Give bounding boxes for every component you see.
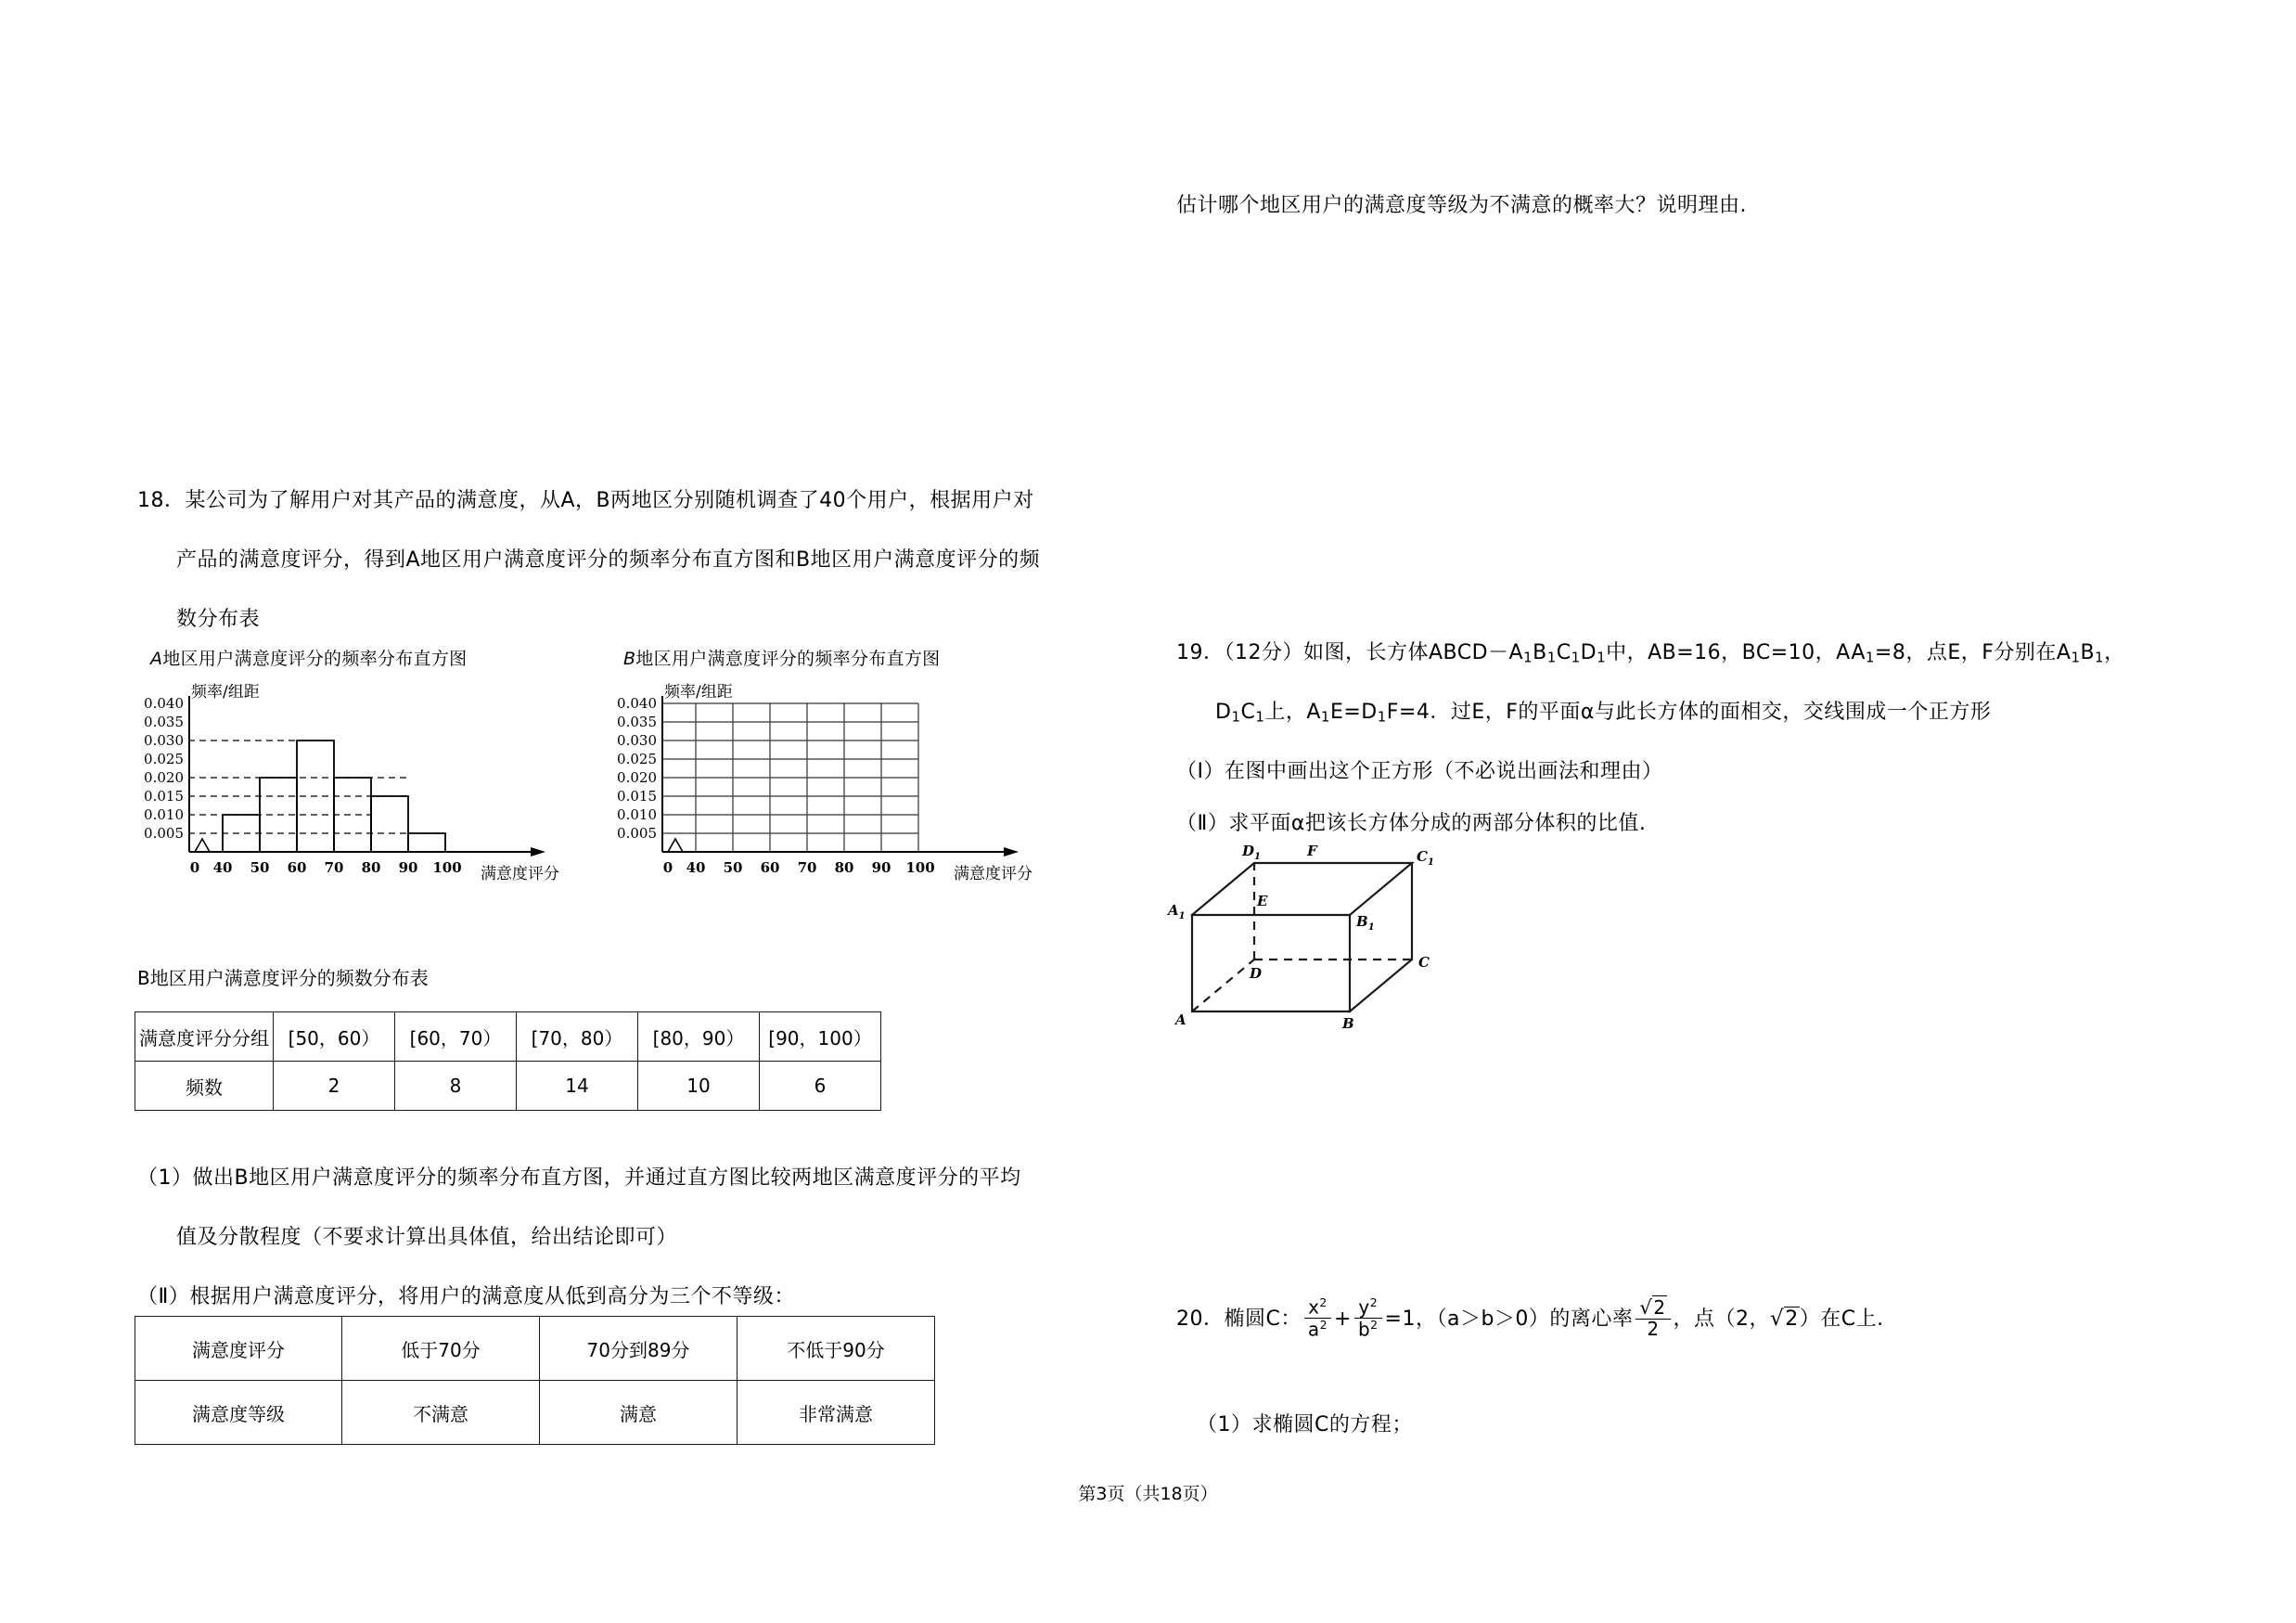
problem-19-line-2 <box>1215 683 1991 747</box>
problem-19-line-1 <box>1176 624 2125 688</box>
p19-l1-c: C <box>1556 641 1571 664</box>
p19-l2-a: D <box>1215 701 1232 724</box>
problem-19-item-I: （Ⅰ）在图中画出这个正方形（不必说出画法和理由） <box>1176 760 1663 783</box>
svg-text:50: 50 <box>250 859 270 876</box>
svg-text:40: 40 <box>686 859 706 876</box>
svg-text:0.040: 0.040 <box>617 696 657 712</box>
grade-level-cell: 满意 <box>540 1381 738 1445</box>
chart-a-title-text: 地区用户满意度评分的频率分布直方图 <box>162 649 468 669</box>
svg-text:0.040: 0.040 <box>144 696 184 712</box>
chart-b-title <box>623 645 940 670</box>
freq-row-header-counts: 频数 <box>135 1062 274 1111</box>
p19-l1-e: 中，AB=16，BC=10，AA <box>1606 641 1866 664</box>
grade-score-cell: 不低于90分 <box>738 1317 935 1381</box>
p19-l2-c: 上，A <box>1264 701 1321 724</box>
svg-text:0.015: 0.015 <box>144 788 184 805</box>
grade-row-header-level: 满意度等级 <box>135 1381 342 1445</box>
p20-eq: =1，（a＞b＞0）的离心率 <box>1384 1307 1634 1331</box>
problem-18-item-1-line-2: 值及分散程度（不要求计算出具体值，给出结论即可） <box>176 1226 678 1249</box>
chart-a-xlabel: 满意度评分 <box>481 865 559 883</box>
p19-sub-4: 1 <box>1597 649 1607 666</box>
table-row <box>135 1317 935 1381</box>
p20-ecc-num: 2 <box>1653 1296 1666 1320</box>
vertex-label-A: A <box>1175 1011 1186 1028</box>
p20-num-x: x <box>1308 1295 1320 1319</box>
svg-text:60: 60 <box>287 859 307 876</box>
freq-group-cell: [70，80） <box>517 1012 638 1062</box>
grade-level-cell: 非常满意 <box>738 1381 935 1445</box>
svg-text:0.025: 0.025 <box>617 751 657 767</box>
svg-text:0.035: 0.035 <box>144 714 184 730</box>
p20-prefix: 20．椭圆C： <box>1176 1307 1302 1331</box>
problem-18-item-2: （Ⅱ）根据用户满意度评分，将用户的满意度从低到高分为三个不等级： <box>137 1285 795 1308</box>
p19-l1-d: D <box>1580 641 1597 664</box>
freq-count-cell: 14 <box>517 1062 638 1111</box>
freq-group-cell: [60，70） <box>395 1012 517 1062</box>
p19-sub-10: 1 <box>1320 708 1330 726</box>
p19-l1-f: =8，点E，F分别在A <box>1874 641 2072 664</box>
problem-18-line-1: 18．某公司为了解用户对其产品的满意度，从A，B两地区分别随机调查了40个用户，根据用户对 <box>137 489 1034 512</box>
svg-text:90: 90 <box>398 859 418 876</box>
p20-ecc-den: 2 <box>1635 1319 1670 1340</box>
svg-text:0.005: 0.005 <box>144 825 184 842</box>
svg-text:0.020: 0.020 <box>617 769 657 786</box>
svg-text:40: 40 <box>212 859 233 876</box>
freq-count-cell: 6 <box>760 1062 881 1111</box>
grade-row-header-score: 满意度评分 <box>135 1317 342 1381</box>
p19-sub-1: 1 <box>1523 649 1533 666</box>
svg-text:0.005: 0.005 <box>617 825 657 842</box>
p19-l1-b: B <box>1533 641 1547 664</box>
p19-sub-2: 1 <box>1546 649 1557 666</box>
chart-a-title <box>150 645 467 670</box>
svg-text:80: 80 <box>834 859 854 876</box>
svg-text:0.020: 0.020 <box>144 769 184 786</box>
grade-score-cell: 低于70分 <box>342 1317 540 1381</box>
sqrt-two-point: √2 <box>1770 1306 1799 1331</box>
chart-b-title-prefix: B <box>623 649 636 669</box>
page-footer: 第3页（共18页） <box>1078 1484 1218 1504</box>
vertex-label-B: B <box>1342 1015 1354 1032</box>
freq-group-cell: [80，90） <box>638 1012 760 1062</box>
svg-text:0.030: 0.030 <box>617 732 657 749</box>
p19-l1-h: ， <box>2104 641 2125 664</box>
top-question-fragment: 估计哪个地区用户的满意度等级为不满意的概率大？说明理由. <box>1176 194 1747 217</box>
vertex-label-B1: $B_1$ <box>1356 913 1375 933</box>
svg-text:100: 100 <box>905 859 935 876</box>
freq-group-cell: [90，100） <box>760 1012 881 1062</box>
p20-num-y: y <box>1358 1295 1370 1319</box>
svg-text:100: 100 <box>432 859 462 876</box>
problem-18-line-2: 产品的满意度评分，得到A地区用户满意度评分的频率分布直方图和B地区用户满意度评分的频 <box>176 548 1041 572</box>
freq-group-cell: [50，60） <box>274 1012 395 1062</box>
freq-count-cell: 10 <box>638 1062 760 1111</box>
p19-sub-11: 1 <box>1377 708 1387 726</box>
p19-sub-5: 1 <box>1865 649 1875 666</box>
svg-text:0.015: 0.015 <box>617 788 657 805</box>
chart-b-canvas[interactable] <box>603 696 1048 877</box>
vertex-label-D1: $D_1$ <box>1242 843 1261 862</box>
p19-l2-e: F=4．过E，F的平面α与此长方体的面相交，交线围成一个正方形 <box>1386 701 1992 724</box>
fraction-y-over-b: $\frac{y^2}{b^2}$ <box>1354 1296 1382 1341</box>
p19-sub-9: 1 <box>1255 708 1265 726</box>
grade-score-cell: 70分到89分 <box>540 1317 738 1381</box>
svg-text:60: 60 <box>760 859 780 876</box>
freq-table-caption: B地区用户满意度评分的频数分布表 <box>137 967 429 989</box>
satisfaction-grade-table <box>135 1316 935 1445</box>
vertex-label-D: D <box>1250 965 1263 982</box>
svg-text:50: 50 <box>723 859 743 876</box>
freq-count-cell: 8 <box>395 1062 517 1111</box>
chart-b-ylabel: 频率/组距 <box>664 683 733 702</box>
p19-sub-7: 1 <box>2095 649 2105 666</box>
p20-point-post: ）在C上. <box>1799 1307 1884 1331</box>
svg-text:70: 70 <box>324 859 344 876</box>
vertex-label-A1: $A_1$ <box>1168 902 1186 921</box>
svg-text:0.010: 0.010 <box>617 806 657 823</box>
svg-text:0.010: 0.010 <box>144 806 184 823</box>
p19-sub-8: 1 <box>1231 708 1241 726</box>
svg-text:70: 70 <box>797 859 817 876</box>
chart-a-ylabel: 频率/组距 <box>191 683 260 702</box>
problem-20-item-1: （1）求椭圆C的方程； <box>1197 1413 1413 1436</box>
problem-18-item-1-line-1: （1）做出B地区用户满意度评分的频率分布直方图，并通过直方图比较两地区满意度评分的平均 <box>137 1166 1021 1190</box>
chart-b-xlabel: 满意度评分 <box>954 865 1033 883</box>
svg-text:0: 0 <box>189 859 200 876</box>
chart-a-canvas <box>130 696 575 877</box>
problem-20-statement <box>1176 1297 1884 1342</box>
freq-row-header-groups: 满意度评分分组 <box>135 1012 274 1062</box>
chart-b-histogram-blank <box>603 645 1048 883</box>
cuboid-diagram <box>1164 826 1480 1049</box>
p19-sub-3: 1 <box>1571 649 1581 666</box>
svg-text:0: 0 <box>662 859 673 876</box>
p20-point-rad: 2 <box>1785 1307 1799 1331</box>
vertex-label-F: F <box>1307 843 1317 859</box>
fraction-x-over-a: $\frac{x^2}{a^2}$ <box>1304 1296 1331 1341</box>
frequency-distribution-table <box>135 1011 881 1111</box>
p19-l1-g: B <box>2080 641 2096 664</box>
svg-text:0.035: 0.035 <box>617 714 657 730</box>
table-row <box>135 1381 935 1445</box>
p20-point-pre: ，点（2， <box>1673 1307 1771 1331</box>
problem-19-item-II: （Ⅱ）求平面α把该长方体分成的两部分体积的比值. <box>1176 812 1647 835</box>
svg-text:80: 80 <box>361 859 381 876</box>
table-row <box>135 1012 881 1062</box>
grade-level-cell: 不满意 <box>342 1381 540 1445</box>
vertex-label-C1: $C_1$ <box>1417 848 1434 868</box>
p19-sub-6: 1 <box>2071 649 2081 666</box>
p19-l2-b: C <box>1240 701 1256 724</box>
p19-l1-a: 19．（12分）如图，长方体ABCD－A <box>1176 641 1524 664</box>
problem-18-line-3: 数分布表 <box>176 608 261 631</box>
vertex-label-C: C <box>1418 954 1430 971</box>
p20-den-a: a <box>1307 1318 1320 1341</box>
chart-b-title-text: 地区用户满意度评分的频率分布直方图 <box>635 649 941 669</box>
freq-count-cell: 2 <box>274 1062 395 1111</box>
chart-a-title-prefix: A <box>150 649 163 669</box>
p20-den-b: b <box>1357 1318 1371 1341</box>
svg-text:90: 90 <box>871 859 891 876</box>
vertex-label-E: E <box>1257 893 1268 909</box>
table-row <box>135 1062 881 1111</box>
p19-l2-d: E=D <box>1329 701 1378 724</box>
svg-text:0.030: 0.030 <box>144 732 184 749</box>
fraction-eccentricity: $\frac{√2}{2}$ <box>1635 1297 1670 1339</box>
svg-text:0.025: 0.025 <box>144 751 184 767</box>
p20-plus: + <box>1334 1307 1352 1331</box>
chart-a-histogram <box>130 645 575 883</box>
